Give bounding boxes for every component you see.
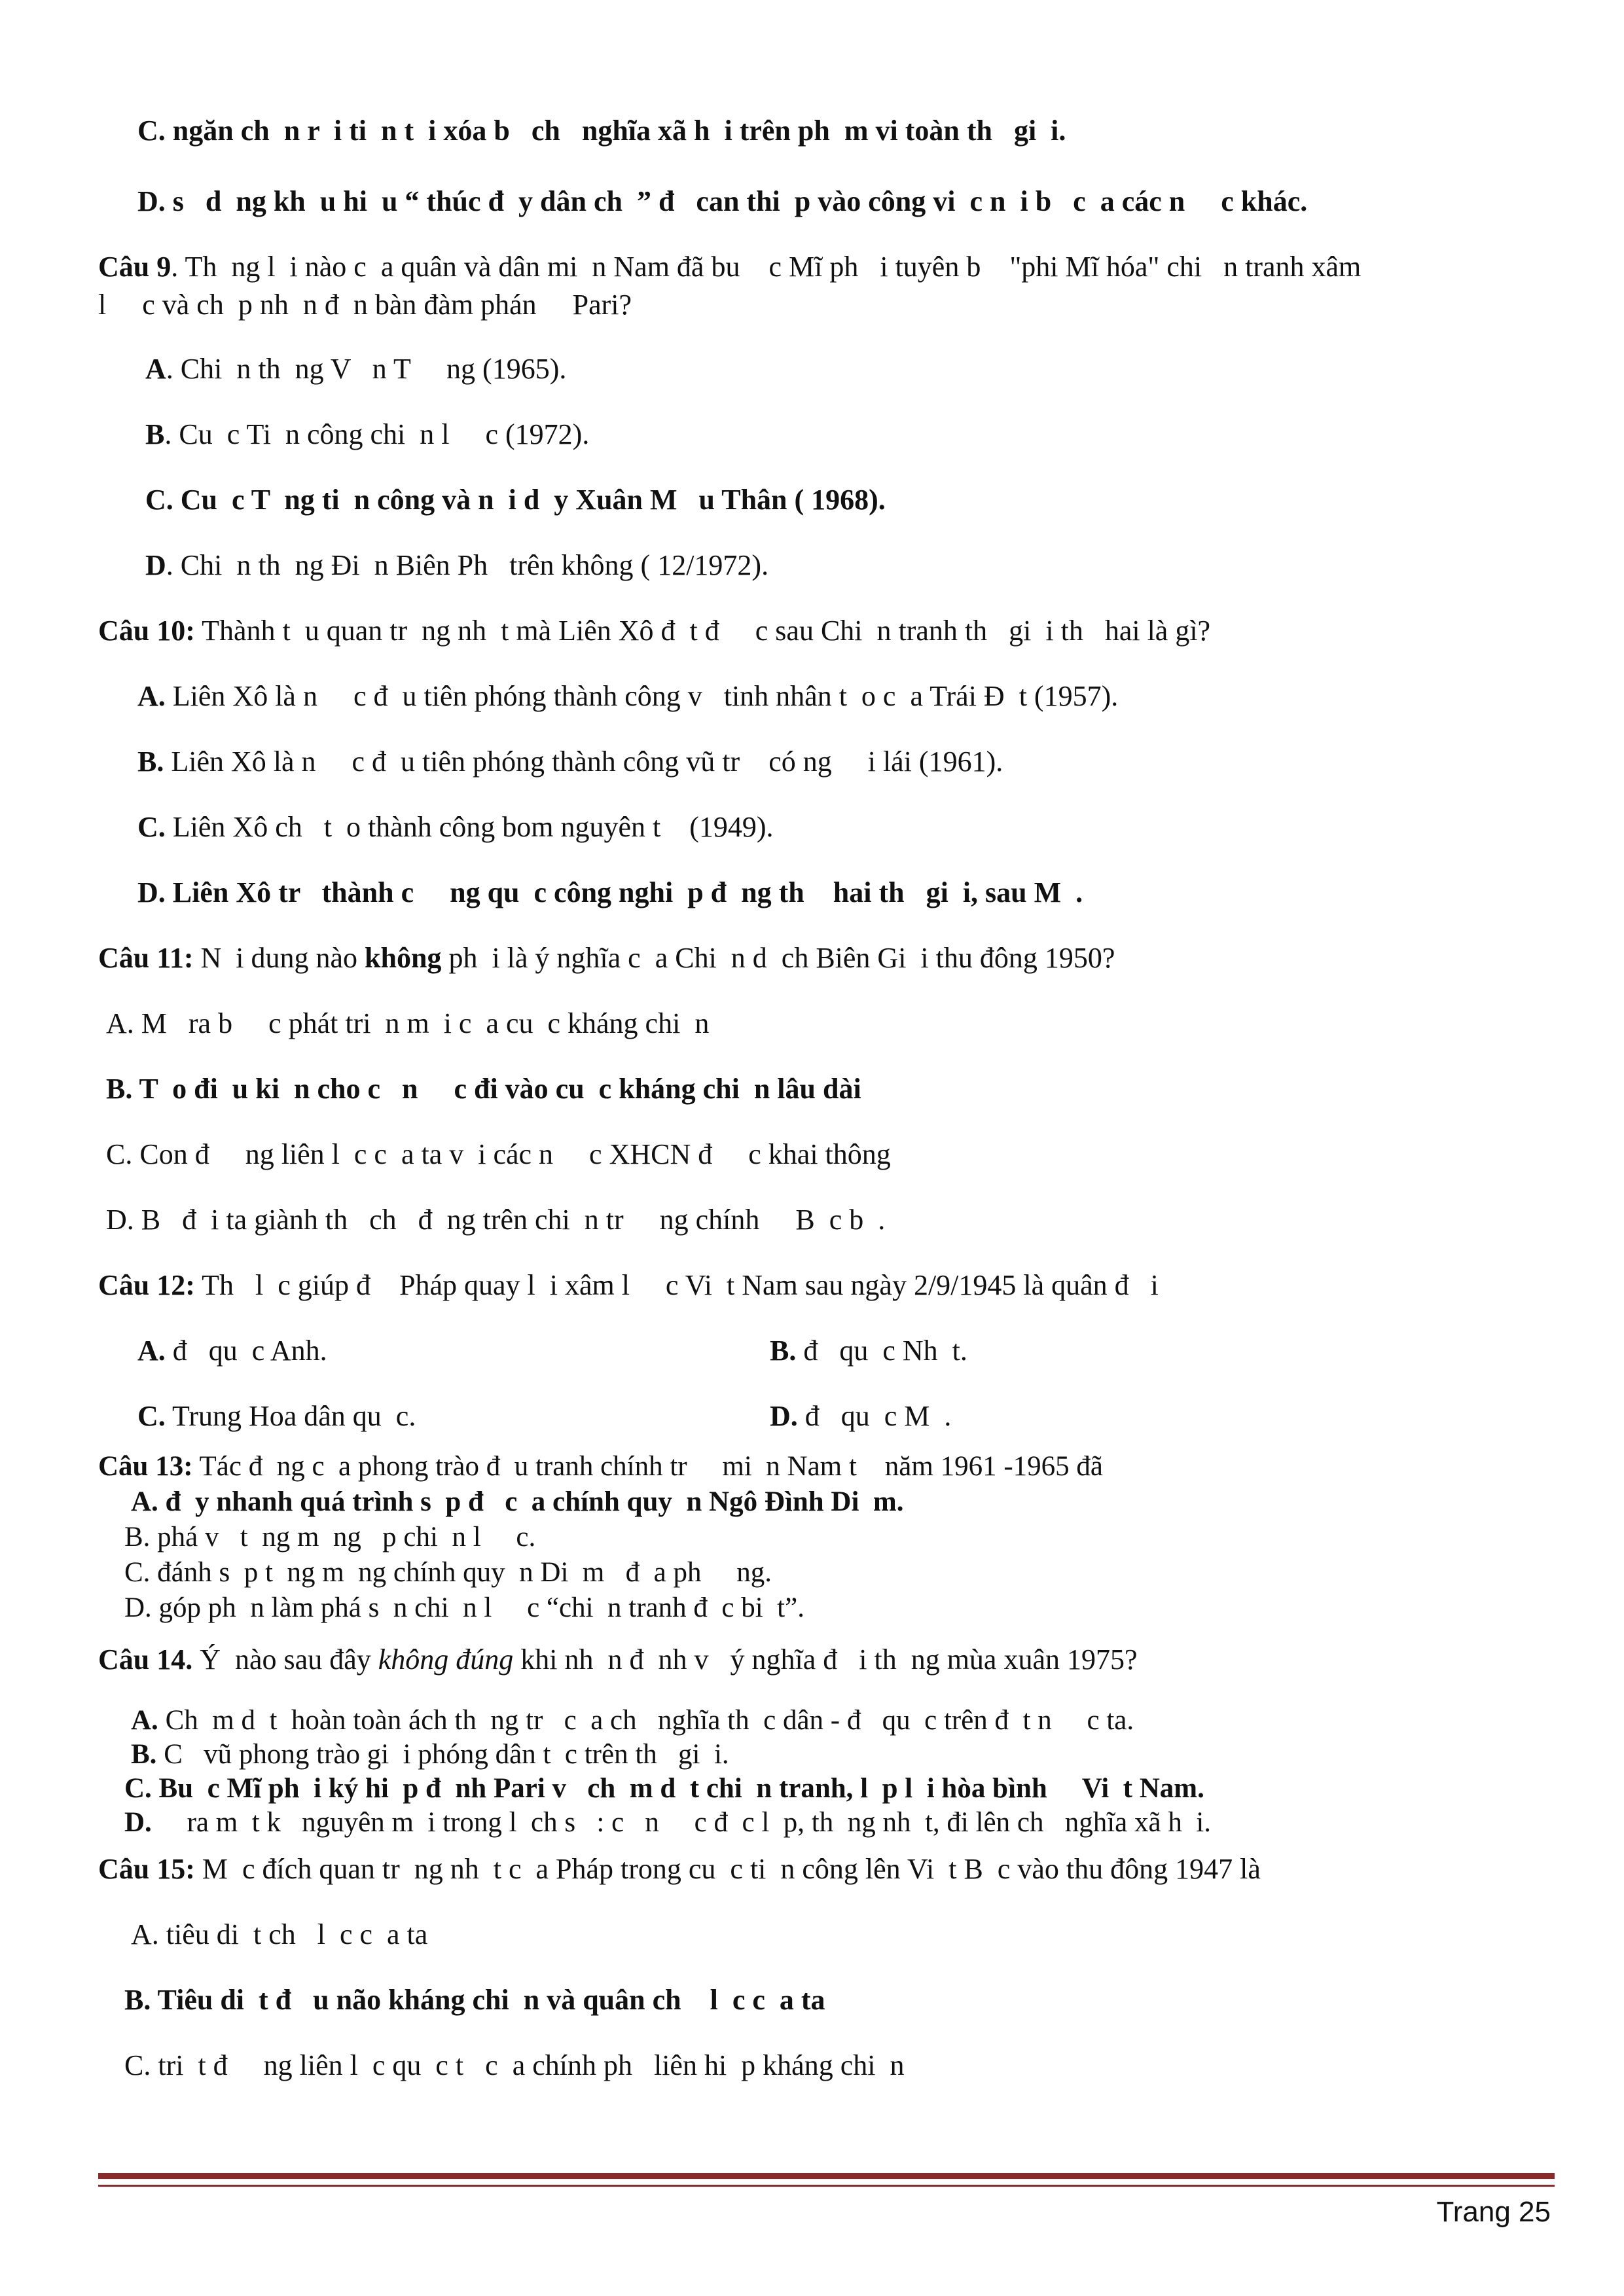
q10-option-b bbox=[137, 744, 1003, 780]
option-text: Liên Xô ch t o thành công bom nguyên t (1949). bbox=[165, 811, 774, 843]
q14-option-a bbox=[131, 1704, 1134, 1737]
option-label: A. bbox=[137, 1335, 166, 1367]
footer-rule-thin bbox=[98, 2185, 1555, 2187]
q9-option-b bbox=[145, 416, 589, 453]
q12-option-a bbox=[137, 1333, 327, 1369]
question-text: Ý nào sau đây bbox=[192, 1643, 378, 1676]
q9-stem-line1 bbox=[98, 249, 1361, 285]
option-text: Ch m d t hoàn toàn ách th ng tr c a ch nghĩa th c dân - đ qu c trên đ t n c ta. bbox=[158, 1705, 1134, 1736]
question-number: Câu 15: bbox=[98, 1853, 195, 1885]
q13-stem bbox=[98, 1450, 1103, 1483]
question-number: Câu 12: bbox=[98, 1269, 195, 1301]
option-label: D bbox=[145, 549, 166, 581]
q14-option-c: C. Bu c Mĩ ph i ký hi p đ nh Pari v ch m d t chi n tranh, l p l i hòa bình Vi t Nam. bbox=[124, 1773, 1204, 1804]
q11-option-b: B. T o đi u ki n cho c n c đi vào cu c kháng chi n lâu dài bbox=[106, 1073, 861, 1105]
q11-option-c: C. Con đ ng liên l c c a ta v i các n c XHCN đ c khai thông bbox=[106, 1138, 891, 1170]
option-label: A. bbox=[131, 1705, 158, 1736]
option-label: B. bbox=[137, 745, 164, 778]
option-label: B. bbox=[770, 1335, 797, 1367]
q12-stem bbox=[98, 1267, 1159, 1304]
option-text: đ qu c Nh t. bbox=[796, 1335, 967, 1367]
question-text: . Th ng l i nào c a quân và dân mi n Nam đã bu c Mĩ ph i tuyên b "phi Mĩ hóa" chi n tranh xâm bbox=[171, 251, 1362, 283]
q14-stem bbox=[98, 1641, 1138, 1678]
question-number: Câu 13: bbox=[98, 1451, 193, 1482]
q15-option-a: A. tiêu di t ch l c c a ta bbox=[131, 1918, 428, 1950]
question-number: Câu 11: bbox=[98, 942, 194, 974]
page-number: Trang 25 bbox=[1436, 2196, 1551, 2228]
question-text: khi nh n đ nh v ý nghĩa đ i th ng mùa xuân 1975? bbox=[513, 1643, 1138, 1676]
option-text: Trung Hoa dân qu c. bbox=[165, 1400, 416, 1432]
q13-option-c: C. đánh s p t ng m ng chính quy n Di m đ a ph ng. bbox=[124, 1557, 772, 1588]
q13-option-a: A. đ y nhanh quá trình s p đ c a chính quy n Ngô Đình Di m. bbox=[131, 1486, 904, 1517]
q8-option-d: D. s d ng kh u hi u “ thúc đ y dân ch ” đ can thi p vào công vi c n i b c a các n c khác. bbox=[137, 185, 1308, 217]
question-number: Câu 9 bbox=[98, 251, 171, 283]
q15-option-b: B. Tiêu di t đ u não kháng chi n và quân ch l c c a ta bbox=[124, 1984, 825, 2016]
q13-option-d: D. góp ph n làm phá s n chi n l c “chi n tranh đ c bi t”. bbox=[124, 1592, 804, 1623]
option-text: . Chi n th ng Đi n Biên Ph trên không ( 12/1972). bbox=[166, 549, 769, 581]
q11-option-d: D. B đ i ta giành th ch đ ng trên chi n tr ng chính B c b . bbox=[106, 1204, 886, 1236]
q15-stem bbox=[98, 1851, 1261, 1888]
question-keyword: không đúng bbox=[378, 1643, 514, 1676]
question-text: Thành t u quan tr ng nh t mà Liên Xô đ t đ c sau Chi n tranh th gi i th hai là gì? bbox=[194, 615, 1211, 647]
option-text: đ qu c M . bbox=[797, 1400, 952, 1432]
question-text: M c đích quan tr ng nh t c a Pháp trong cu c ti n công lên Vi t B c vào thu đông 1947 là bbox=[194, 1853, 1261, 1885]
option-label: A bbox=[145, 353, 166, 385]
question-text: ph i là ý nghĩa c a Chi n d ch Biên Gi i thu đông 1950? bbox=[441, 942, 1115, 974]
option-label: D. bbox=[770, 1400, 798, 1432]
question-keyword: không bbox=[365, 942, 442, 974]
q14-option-d bbox=[124, 1806, 1211, 1839]
q9-option-c: C. Cu c T ng ti n công và n i d y Xuân M u Thân ( 1968). bbox=[145, 484, 886, 516]
option-text: . Cu c Ti n công chi n l c (1972). bbox=[164, 418, 590, 450]
option-label: C. bbox=[137, 811, 166, 843]
q12-option-c bbox=[137, 1398, 416, 1435]
option-text: Liên Xô là n c đ u tiên phóng thành công v tinh nhân t o c a Trái Đ t (1957). bbox=[165, 680, 1119, 712]
q9-option-a bbox=[145, 351, 566, 387]
q15-option-c: C. tri t đ ng liên l c qu c t c a chính ph liên hi p kháng chi n bbox=[124, 2049, 905, 2081]
q13-option-b: B. phá v t ng m ng p chi n l c. bbox=[124, 1522, 536, 1552]
q9-stem-line2: l c và ch p nh n đ n bàn đàm phán Pari? bbox=[98, 289, 632, 321]
option-label: D. bbox=[124, 1807, 152, 1838]
option-label: C. bbox=[137, 1400, 166, 1432]
option-label: A. bbox=[137, 680, 166, 712]
option-text: Liên Xô là n c đ u tiên phóng thành công vũ tr có ng i lái (1961). bbox=[164, 745, 1003, 778]
q9-option-d bbox=[145, 547, 768, 584]
q10-stem bbox=[98, 613, 1210, 649]
question-text: N i dung nào bbox=[193, 942, 365, 974]
question-number: Câu 14. bbox=[98, 1643, 193, 1676]
option-text: ra m t k nguyên m i trong l ch s : c n c đ c l p, th ng nh t, đi lên ch nghĩa xã h i. bbox=[151, 1807, 1212, 1838]
q10-option-d: D. Liên Xô tr thành c ng qu c công nghi p đ ng th hai th gi i, sau M . bbox=[137, 876, 1083, 908]
question-text: Tác đ ng c a phong trào đ u tranh chính tr mi n Nam t năm 1961 -1965 đã bbox=[192, 1451, 1103, 1482]
question-number: Câu 10: bbox=[98, 615, 195, 647]
q11-stem bbox=[98, 940, 1115, 977]
option-label: B bbox=[145, 418, 165, 450]
question-text: Th l c giúp đ Pháp quay l i xâm l c Vi t Nam sau ngày 2/9/1945 là quân đ i bbox=[194, 1269, 1159, 1301]
q14-option-b bbox=[131, 1738, 729, 1771]
option-text: . Chi n th ng V n T ng (1965). bbox=[166, 353, 567, 385]
footer-rule-thick bbox=[98, 2173, 1555, 2179]
option-text: đ qu c Anh. bbox=[165, 1335, 327, 1367]
q12-option-b bbox=[770, 1333, 967, 1369]
q12-option-d bbox=[770, 1398, 951, 1435]
q8-option-c: C. ngăn ch n r i ti n t i xóa b ch nghĩa xã h i trên ph m vi toàn th gi i. bbox=[137, 115, 1066, 147]
q11-option-a: A. M ra b c phát tri n m i c a cu c kháng chi n bbox=[106, 1007, 710, 1039]
option-text: C vũ phong trào gi i phóng dân t c trên th gi i. bbox=[156, 1739, 729, 1770]
option-label: B. bbox=[131, 1739, 157, 1770]
q10-option-a bbox=[137, 678, 1118, 715]
q10-option-c bbox=[137, 809, 774, 846]
